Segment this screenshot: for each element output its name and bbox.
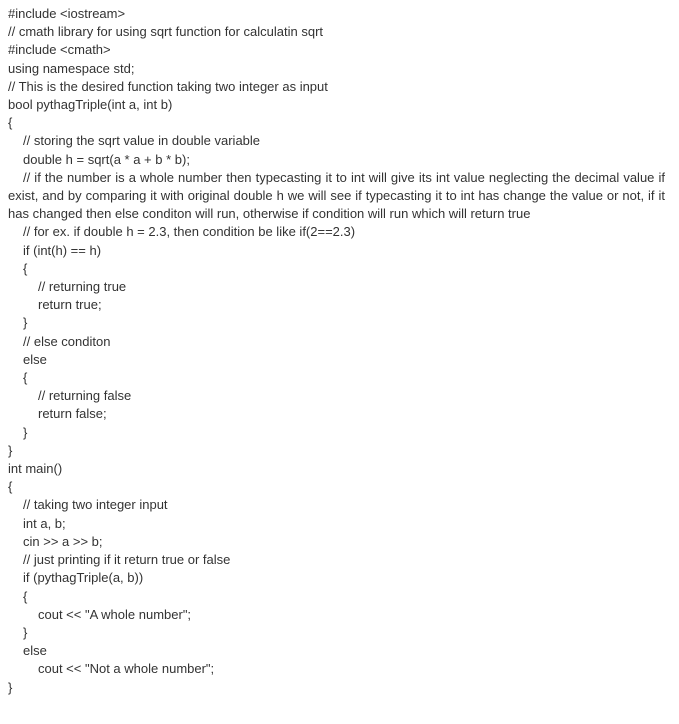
code-line: if (int(h) == h) xyxy=(23,242,102,258)
code-line: { xyxy=(8,115,13,131)
code-line: // This is the desired function taking two integer as input xyxy=(8,78,328,94)
code-line: return true; xyxy=(38,297,102,313)
code-line: #include <cmath> xyxy=(8,42,111,58)
code-line: using namespace std; xyxy=(8,60,135,76)
code-line: return false; xyxy=(38,406,107,422)
code-line: { xyxy=(23,370,28,386)
code-line: // for ex. if double h = 2.3, then condition be like if(2==2.3) xyxy=(23,224,356,240)
code-line: if (pythagTriple(a, b)) xyxy=(23,570,144,586)
code-line: // taking two integer input xyxy=(23,497,168,513)
code-line: // if the number is a whole number then typecasting it to int will give its int value neglecting the decimal value if exist, and by comparing it with original double h we will see if typecasting it to int has change the value or not, if it has changed then else conditon will run, otherwise if condition will run which will return true xyxy=(8,169,669,222)
code-line: } xyxy=(23,315,28,331)
code-line: // just printing if it return true or false xyxy=(23,552,231,568)
code-line: else xyxy=(23,351,47,367)
code-line: else xyxy=(23,643,47,659)
code-line: { xyxy=(23,260,28,276)
code-line: // cmath library for using sqrt function for calculatin sqrt xyxy=(8,24,324,40)
code-line: // else conditon xyxy=(23,333,111,349)
code-line: cout << "Not a whole number"; xyxy=(38,661,215,677)
code-line: double h = sqrt(a * a + b * b); xyxy=(23,151,190,167)
code-line: // storing the sqrt value in double variable xyxy=(23,133,261,149)
code-line: } xyxy=(8,679,13,695)
code-line: { xyxy=(23,588,28,604)
code-line: // returning false xyxy=(38,388,132,404)
code-line: { xyxy=(8,479,13,495)
code-line: // returning true xyxy=(38,279,127,295)
code-line: } xyxy=(8,442,13,458)
code-line: } xyxy=(23,424,28,440)
code-line: int a, b; xyxy=(23,515,66,531)
code-line: int main() xyxy=(8,461,63,477)
code-line: #include <iostream> xyxy=(8,6,126,21)
code-line: cout << "A whole number"; xyxy=(38,606,192,622)
code-line: } xyxy=(23,624,28,640)
code-line: bool pythagTriple(int a, int b) xyxy=(8,97,173,113)
code-line: cin >> a >> b; xyxy=(23,533,103,549)
